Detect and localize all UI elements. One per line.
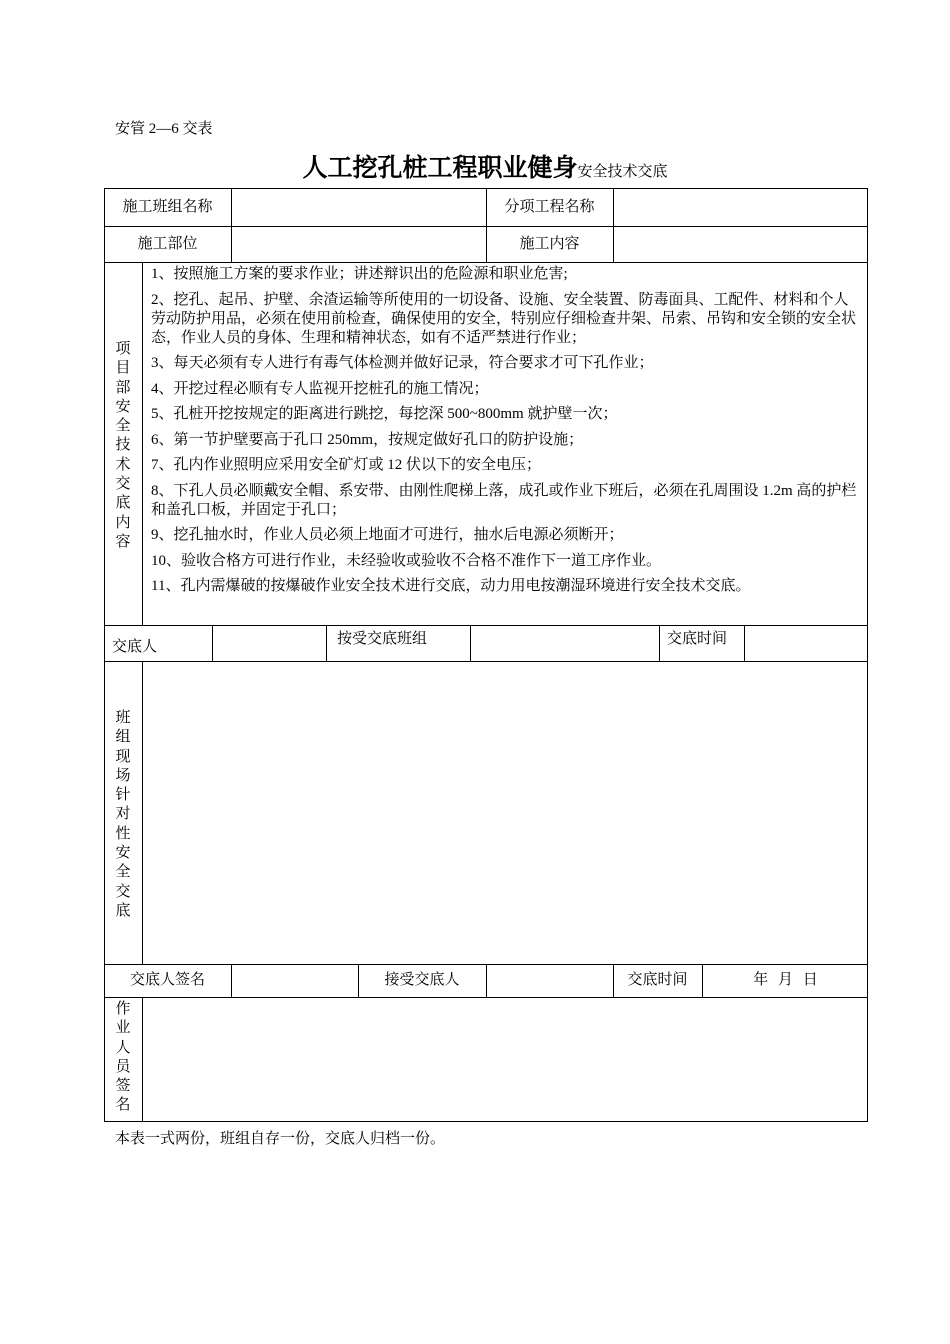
discloser-field[interactable] xyxy=(213,626,326,661)
receiver-field[interactable] xyxy=(487,965,613,997)
receiving-team-field[interactable] xyxy=(471,626,659,661)
location-field[interactable] xyxy=(232,227,486,262)
page-title xyxy=(0,148,950,184)
discloser-label: 交底人 xyxy=(112,639,158,655)
disclosure-time-label: 交底时间 xyxy=(627,972,688,988)
sub-project-field[interactable] xyxy=(614,189,867,226)
disclosure-item: 2、挖孔、起吊、护壁、余渣运输等所使用的一切设备、设施、安全装置、防毒面具、工配件、材料和个人劳动防护用品，必须在使用前检查，确保使用的安全，特别应仔细检查井架、吊索、吊钩和安全锁的安全状态，作业人员的身体、生理和精神状态，如有不适严禁进行作业； xyxy=(151,291,857,346)
disclosure-item: 6、第一节护壁要高于孔口 250mm，按规定做好孔口的防护设施； xyxy=(151,431,584,448)
disclosure-item: 4、开挖过程必顺有专人监视开挖桩孔的施工情况； xyxy=(151,380,489,397)
project-disclosure-label: 项目部安全技术交底内容 xyxy=(115,341,131,550)
receiving-team-label: 按受交底班组 xyxy=(337,631,428,647)
disclosure-item: 10、验收合格方可进行作业，未经验收或验收不合格不准作下一道工序作业。 xyxy=(151,552,662,569)
team-name-label: 施工班组名称 xyxy=(122,199,213,215)
receiver-label: 接受交底人 xyxy=(384,972,460,988)
location-label: 施工部位 xyxy=(137,236,198,252)
date-field[interactable]: 年 月 日 xyxy=(753,972,818,988)
col-divider xyxy=(142,262,143,625)
disclosure-item: 5、孔桩开挖按规定的距离进行跳挖，每挖深 500~800mm 就护壁一次； xyxy=(151,406,618,422)
col-divider xyxy=(326,625,327,661)
row-divider xyxy=(104,262,868,263)
content-field[interactable] xyxy=(614,227,867,262)
time-field[interactable] xyxy=(745,626,867,661)
team-onsite-disclosure-field[interactable] xyxy=(143,662,867,964)
content-label: 施工内容 xyxy=(519,236,580,252)
discloser-sign-label: 交底人签名 xyxy=(129,972,205,988)
worker-sign-field[interactable] xyxy=(143,998,867,1121)
disclosure-item: 7、孔内作业照明应采用安全矿灯或 12 伏以下的安全电压； xyxy=(151,457,542,473)
form-number: 安管 2—6 交表 xyxy=(115,121,213,137)
title-sub: 安全技术交底 xyxy=(577,164,668,180)
disclosure-item: 8、下孔人员必顺戴安全帽、系安带、由刚性爬梯上落，成孔或作业下班后，必须在孔周围设 1.2m 高的护栏和盖孔口板，并固定于孔口； xyxy=(151,482,857,518)
discloser-sign-field[interactable] xyxy=(232,965,358,997)
disclosure-items xyxy=(151,265,863,603)
disclosure-item: 1、按照施工方案的要求作业；讲述辩识出的危险源和职业危害; xyxy=(151,266,568,282)
team-onsite-disclosure-label: 班组现场针对性安全交底 xyxy=(115,710,131,919)
col-divider xyxy=(659,625,660,661)
worker-sign-label: 作业人员签名 xyxy=(115,1001,131,1114)
disclosure-item: 9、挖孔抽水时，作业人员必须上地面才可进行，抽水后电源必须断开； xyxy=(151,527,624,543)
disclosure-item: 3、每天必须有专人进行有毒气体检测并做好记录，符合要求才可下孔作业； xyxy=(151,355,654,371)
title-main: 人工挖孔桩工程职业健身 xyxy=(302,155,578,182)
disclosure-item: 11、孔内需爆破的按爆破作业安全技术进行交底，动力用电按潮湿环境进行安全技术交底。 xyxy=(151,578,751,594)
sub-project-label: 分项工程名称 xyxy=(504,199,595,215)
team-name-field[interactable] xyxy=(232,189,486,226)
footnote: 本表一式两份，班组自存一份，交底人归档一份。 xyxy=(115,1131,446,1147)
time-label: 交底时间 xyxy=(667,631,728,647)
